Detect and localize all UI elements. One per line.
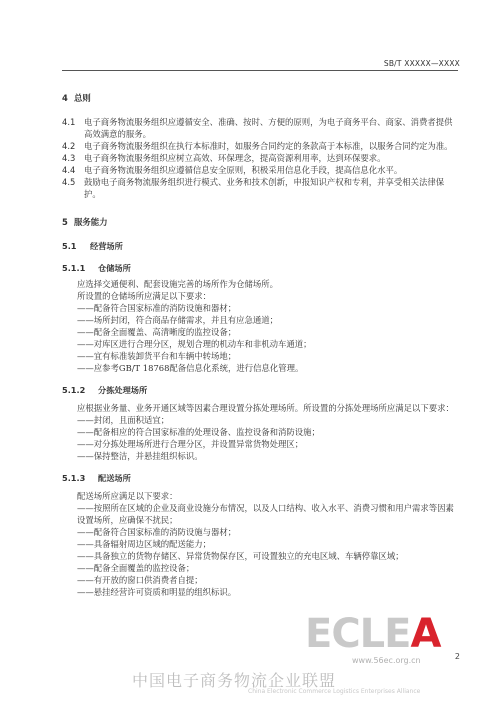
list-item: ——保持整洁，并悬挂组织标识。 [77,451,203,461]
document-body [62,80,458,598]
list-item: ——按照所在区域的企业及商业设施分布情况，以及人口结构、收入水平、消费习惯和用户需求等因素设置场所，应确保不扰民； [77,503,454,525]
page-number: 2 [454,652,460,661]
section-5-1-3-title: 配送场所 [98,473,131,483]
section-4-heading [62,92,458,104]
list-item: ——配备全面覆盖的监控设备； [77,563,195,573]
watermark-url: www.56ec.org.cn [352,656,421,665]
section-5-1-3-number: 5.1.3 [62,473,86,483]
clause-text: 电子商务物流服务组织应遵循信息安全原则，积极采用信息化手段，提高信息化水平。 [84,165,403,175]
section-5-1-1-heading [62,262,458,274]
watermark-logo [305,611,441,657]
section-5-1-number: 5.1 [62,241,77,251]
clause-text: 电子商务物流服务组织应树立高效、环保理念，提高资源利用率，达到环保要求。 [84,153,386,163]
section-4-number: 4 [62,93,68,103]
clause-text: 鼓励电子商务物流服务组织进行模式、业务和技术创新，申报知识产权和专利，并享受相关法律保护。 [84,177,445,199]
list-item: ——应参考GB/T 18768配备信息化系统，进行信息化管理。 [77,363,304,373]
list-item: ——对库区进行合理分区，规划合理的机动车和非机动车通道； [77,339,312,349]
list-item: ——有开放的窗口供消费者自提； [77,575,203,585]
section-5-1-2-title: 分拣处理场所 [98,385,148,395]
watermark-logo-red: A [410,611,441,657]
clause-text: 电子商务物流服务组织在执行本标准时，如服务合同约定的条款高于本标准，以服务合同约定为准。 [84,141,453,151]
section-5-1-2-heading [62,384,458,396]
clause-number: 4.5 [62,177,76,187]
sorting-intro: 应根据业务量、业务开通区域等因素合理设置分拣处理场所。所设置的分拣处理场所应满足以下要求： [77,403,454,413]
list-item: ——具备独立的货物存储区、异常货物保存区，可设置独立的充电区域、车辆停靠区域； [77,551,404,561]
delivery-intro: 配送场所应满足以下要求： [77,491,178,501]
clause-number: 4.4 [62,165,76,175]
list-item: ——配备符合国家标准的消防设施和器材； [77,303,237,313]
section-5-title: 服务能力 [74,217,108,227]
clause-number: 4.2 [62,141,76,151]
storage-intro: 应选择交通便利、配套设施完善的场所作为仓储场所。 [77,279,278,289]
clause-4-2 [62,140,458,152]
section-5-1-1-title: 仓储场所 [98,263,131,273]
clause-4-5 [62,176,458,200]
clause-text: 电子商务物流服务组织应遵循安全、准确、按时、方便的原则，为电子商务平台、商家、消费者提供高效满意的服务。 [84,117,453,139]
clause-4-4 [62,164,458,176]
clause-number: 4.1 [62,117,76,127]
storage-requirements-intro: 所设置的仓储场所应满足以下要求： [77,291,211,301]
list-item: ——配备全面覆盖、高清晰度的监控设备； [77,327,237,337]
clause-4-1 [62,116,458,140]
section-4-title: 总则 [74,93,91,103]
list-item: ——宜有标准装卸货平台和车辆中转场地； [77,351,237,361]
list-item: ——具备辐射周边区域的配送能力； [77,539,211,549]
header-rule [62,70,458,71]
section-5-1-3-heading [62,472,458,484]
section-5-1-title: 经营场所 [90,241,123,251]
clause-number: 4.3 [62,153,76,163]
section-5-number: 5 [62,217,68,227]
section-5-1-heading [62,240,458,252]
clause-4-3 [62,152,458,164]
list-item: ——配备符合国家标准的消防设施与器材； [77,527,237,537]
list-item: ——悬挂经营许可资质和明显的组织标识。 [77,587,237,597]
section-5-heading [62,216,458,228]
watermark-name-cn: 中国电子商务物流企业联盟 [132,671,337,690]
document-code: SB/T XXXXX—XXXX [383,59,460,68]
list-item: ——封闭，且面积适宜； [77,415,170,425]
section-5-1-2-number: 5.1.2 [62,385,86,395]
watermark-name-en: China Electronic Commerce Logistics Enterprises Alliance [248,688,421,695]
list-item: ——场所封闭，符合商品存储需求，并且有应急通道； [77,315,278,325]
list-item: ——对分拣处理场所进行合理分区，并设置异常货物处理区； [77,439,304,449]
list-item: ——配备相应的符合国家标准的处理设备、监控设备和消防设施； [77,427,320,437]
watermark-logo-grey: ECLE [305,611,411,657]
section-5-1-1-number: 5.1.1 [62,263,86,273]
